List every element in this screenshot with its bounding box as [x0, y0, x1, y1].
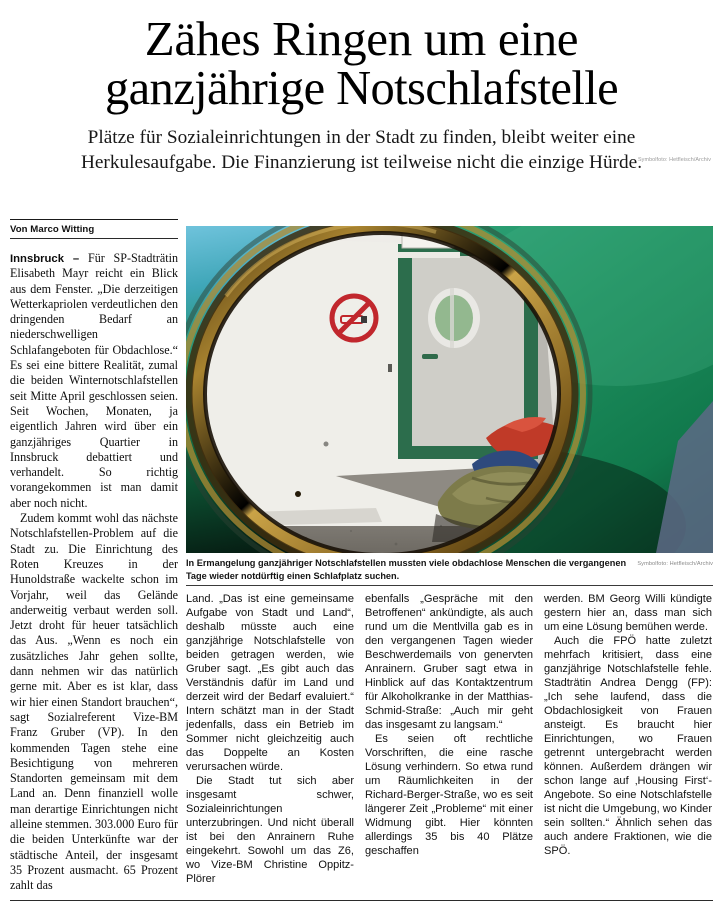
page-title [20, 11, 703, 115]
paragraph: Es seien oft rechtliche Vorschriften, die eine rasche Lösung verhindern. So etwa rund um Räumlichkeiten in der Richard-Berger-Straße, wo es seit längerer Zeit „Probleme“ mit einer Widmung gibt. Hier könnten allerdings 35 bis 40 Plätze geschaffen [365, 733, 533, 857]
photo-caption [186, 557, 713, 582]
paragraph [10, 251, 178, 511]
paragraph: ebenfalls „Gespräche mit den Betroffenen“ ankündigte, als auch rund um die Mentlvilla gab es in den vergangenen Tagen wieder Beschwerdemails von genervten Anrainern. Gruber sagt etwa in Hinblick auf das Kontaktzentrum für Alkoholkranke in der Matthias-Schmid-Straße: „Auch mir geht das insgesamt zu langsam.“ [365, 593, 533, 731]
subheadline-line-2: Herkulesaufgabe. Die Finanzierung ist teilweise nicht die einzige Hürde. [80, 152, 643, 174]
rule-below-byline [10, 238, 178, 239]
paragraph: werden. BM Georg Willi kündigte gestern hier an, dass man sich um eine Lösung bemühen werde. [544, 593, 712, 633]
article-column-1 [10, 251, 178, 893]
dateline: Innsbruck – [10, 253, 88, 265]
newspaper-page [0, 11, 723, 912]
headline-line-1: Zähes Ringen um eine [144, 11, 579, 66]
subheadline [24, 126, 699, 175]
paragraph-text: Für SP-Stadträtin Elisabeth Mayr reicht ein Blick aus dem Fenster. „Die derzeitigen Wetterkapriolen verdeutlichen den dringenden Bedarf an niederschwelligen Schlafangeboten für Obdachlose.“ Es sei eine bittere Realität, zumal die beiden Winternotschlafstellen seit Mitte April geschlossen seien. Seit Wochen, Monaten, ja eigentlich Jahren wird über ein ganzjähriges Quartier in Innsbruck debattiert und verhandelt. So richtig vorangekommen ist man damit aber noch nicht. [10, 251, 179, 510]
paragraph: Land. „Das ist eine gemeinsame Aufgabe von Stadt und Land“, deshalb müsste auch eine ganzjährige Notschlafstelle von beiden getragen werden, wie Gruber sagt. „Es gibt auch das Verständnis dafür im Land und derzeit wird der Bedarf evaluiert.“ Intern schätzt man in der Stadt jedenfalls, dass ein Betrieb im Sommer nicht gleichzeitig auch das Doppelte an Kosten verursachen würde. [186, 593, 354, 773]
byline: Von Marco Witting [10, 224, 95, 235]
article-body-columns [186, 592, 713, 886]
article-column-3 [365, 592, 533, 886]
photo-caption-text: In Ermangelung ganzjähriger Notschlafstellen mussten viele obdachlose Menschen die vergangenen Tage wieder notdürftig einen Schlafplatz suchen. [186, 558, 627, 581]
rule-below-caption [186, 585, 713, 586]
paragraph: Die Stadt tut sich aber insgesamt schwer, Sozialeinrichtungen unterzubringen. Und nicht überall ist bei den Anrainern Ruhe eingekehrt. Sowohl um das Z6, wo Vize-BM Christine Oppitz-Plörer [186, 775, 354, 885]
article-column-4 [544, 592, 712, 886]
rule-page-bottom [10, 900, 713, 901]
paragraph: Auch die FPÖ hatte zuletzt mehrfach kritisiert, dass eine ganzjährige Notschlafstelle fehle. Stadträtin Andrea Dengg (FP): „Ich sehe laufend, dass die Obdachlosigkeit von Frauen ansteigt. Es braucht hier Einrichtungen, wo Frauen getrennt untergebracht werden können. Außerdem drängen wir schon lange auf ‚Housing First‘-Angebote. So eine Notschlafstelle ist nicht die Umgebung, wo Kinder sein sollten.“ Ähnlich sehen das auch andere Fraktionen, wie die SPÖ. [544, 635, 712, 857]
byline-block [10, 219, 178, 239]
photo-illustration [186, 226, 713, 553]
rule-above-byline [10, 219, 178, 220]
article-photo [186, 226, 713, 553]
photo-credit: Symbolfoto: Hetfleisch/Archiv [637, 561, 713, 567]
headline-line-2: ganzjährige Notschlafstelle [104, 61, 619, 115]
subheadline-line-1: Plätze für Sozialeinrichtungen in der Stadt zu finden, bleibt weiter eine [87, 127, 636, 149]
paragraph: Zudem kommt wohl das nächste Notschlafstellen-Problem auf die Stadt zu. Die Einrichtung des Roten Kreuzes in der Hunoldstraße wackelte schon im Vorjahr, weil das Gelände anderweitig verbaut werden soll. Jetzt droht für heuer tatsächlich das Aus. „Wenn es noch ein zusätzliches Jahr gehen sollte, dann nehmen wir das natürlich gerne mit. Aber es ist klar, dass wir hier einen Standort brauchen“, sagt Sozialreferent Vize-BM Franz Gruber (VP). In den kommenden Tagen stehe eine Besichtigung von mehreren Standorten gemeinsam mit dem Land an. Denn finanziell wolle man derartige Einrichtungen nicht alleine stemmen. 303.000 Euro für die beiden Unterkünfte war der städtische Anteil, der insgesamt 35 Prozent ausmacht. 65 Prozent zahlt das [10, 511, 178, 893]
article-column-2 [186, 592, 354, 886]
photo-credit-top: Symbolfoto: Hetfleisch/Archiv [637, 157, 711, 163]
